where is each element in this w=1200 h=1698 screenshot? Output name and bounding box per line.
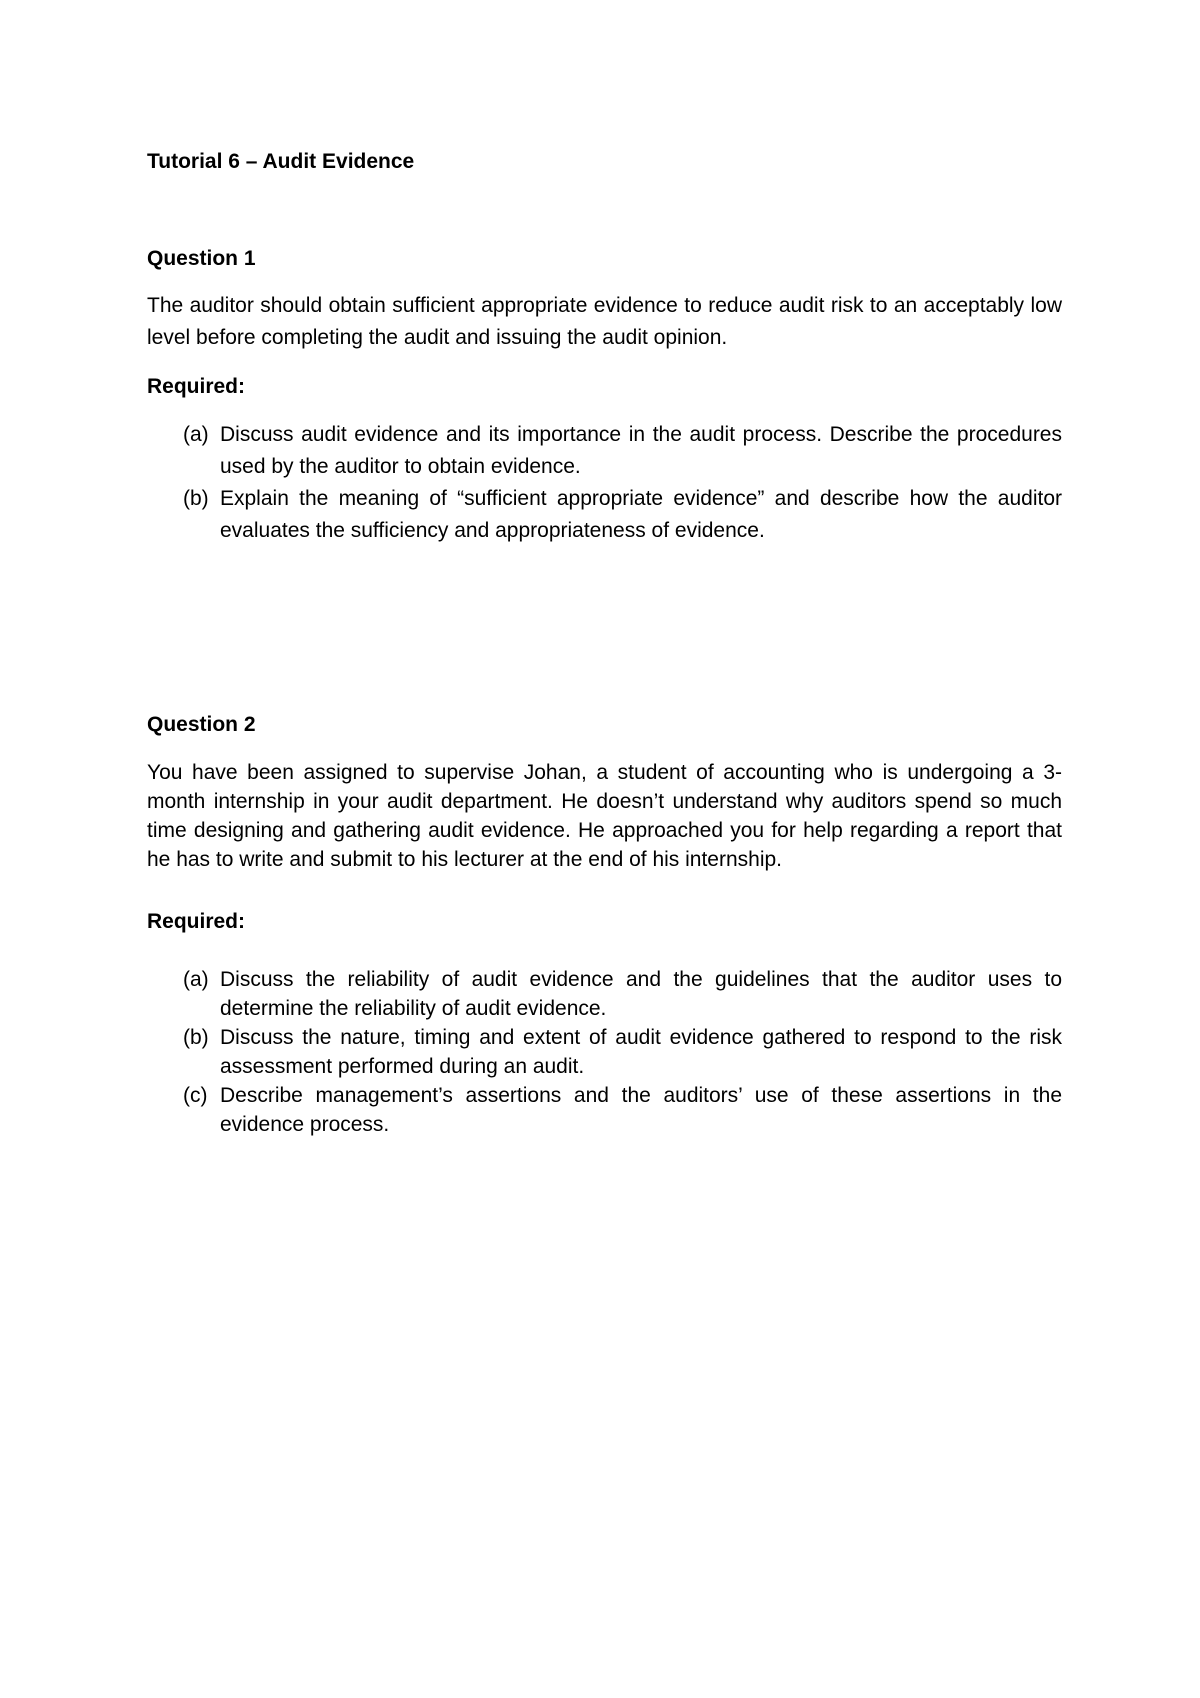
- question-1-required-label: Required:: [147, 375, 246, 398]
- list-marker: (b): [183, 1026, 209, 1049]
- list-item-text: Discuss audit evidence and its importance in the audit process. Describe the procedures used by the auditor to obtain evidence.: [220, 423, 1062, 478]
- question-2-body: You have been assigned to supervise Johan, a student of accounting who is undergoing a 3-month internship in your audit department. He doesn’t understand why auditors spend so much time designing and gathering audit evidence. He approached you for help regarding a report that he has to write and submit to his lecturer at the end of his internship.: [147, 761, 1062, 871]
- question-2-required-label: Required:: [147, 910, 246, 933]
- list-item-text: Discuss the reliability of audit evidence and the guidelines that the auditor uses to determine the reliability of audit evidence.: [220, 968, 1062, 1020]
- question-2-list: [147, 965, 1062, 1139]
- list-item-text: Describe management’s assertions and the auditors’ use of these assertions in the evidence process.: [220, 1084, 1062, 1136]
- list-marker: (a): [183, 968, 209, 991]
- document-title: Tutorial 6 – Audit Evidence: [147, 150, 415, 173]
- question-1-body: The auditor should obtain sufficient appropriate evidence to reduce audit risk to an acceptably low level before completing the audit and issuing the audit opinion.: [147, 294, 1062, 349]
- list-item: [147, 965, 1062, 1023]
- list-item-text: Explain the meaning of “sufficient appropriate evidence” and describe how the auditor evaluates the sufficiency and appropriateness of evidence.: [220, 487, 1062, 542]
- list-item: [147, 1023, 1062, 1081]
- question-1-heading: Question 1: [147, 247, 256, 270]
- question-1-list: [147, 419, 1062, 547]
- list-marker: (c): [183, 1084, 208, 1107]
- list-item: [147, 483, 1062, 547]
- list-item: [147, 1081, 1062, 1139]
- question-2-heading: Question 2: [147, 713, 256, 736]
- list-item: [147, 419, 1062, 483]
- list-marker: (a): [183, 423, 209, 446]
- list-item-text: Discuss the nature, timing and extent of audit evidence gathered to respond to the risk assessment performed during an audit.: [220, 1026, 1062, 1078]
- list-marker: (b): [183, 487, 209, 510]
